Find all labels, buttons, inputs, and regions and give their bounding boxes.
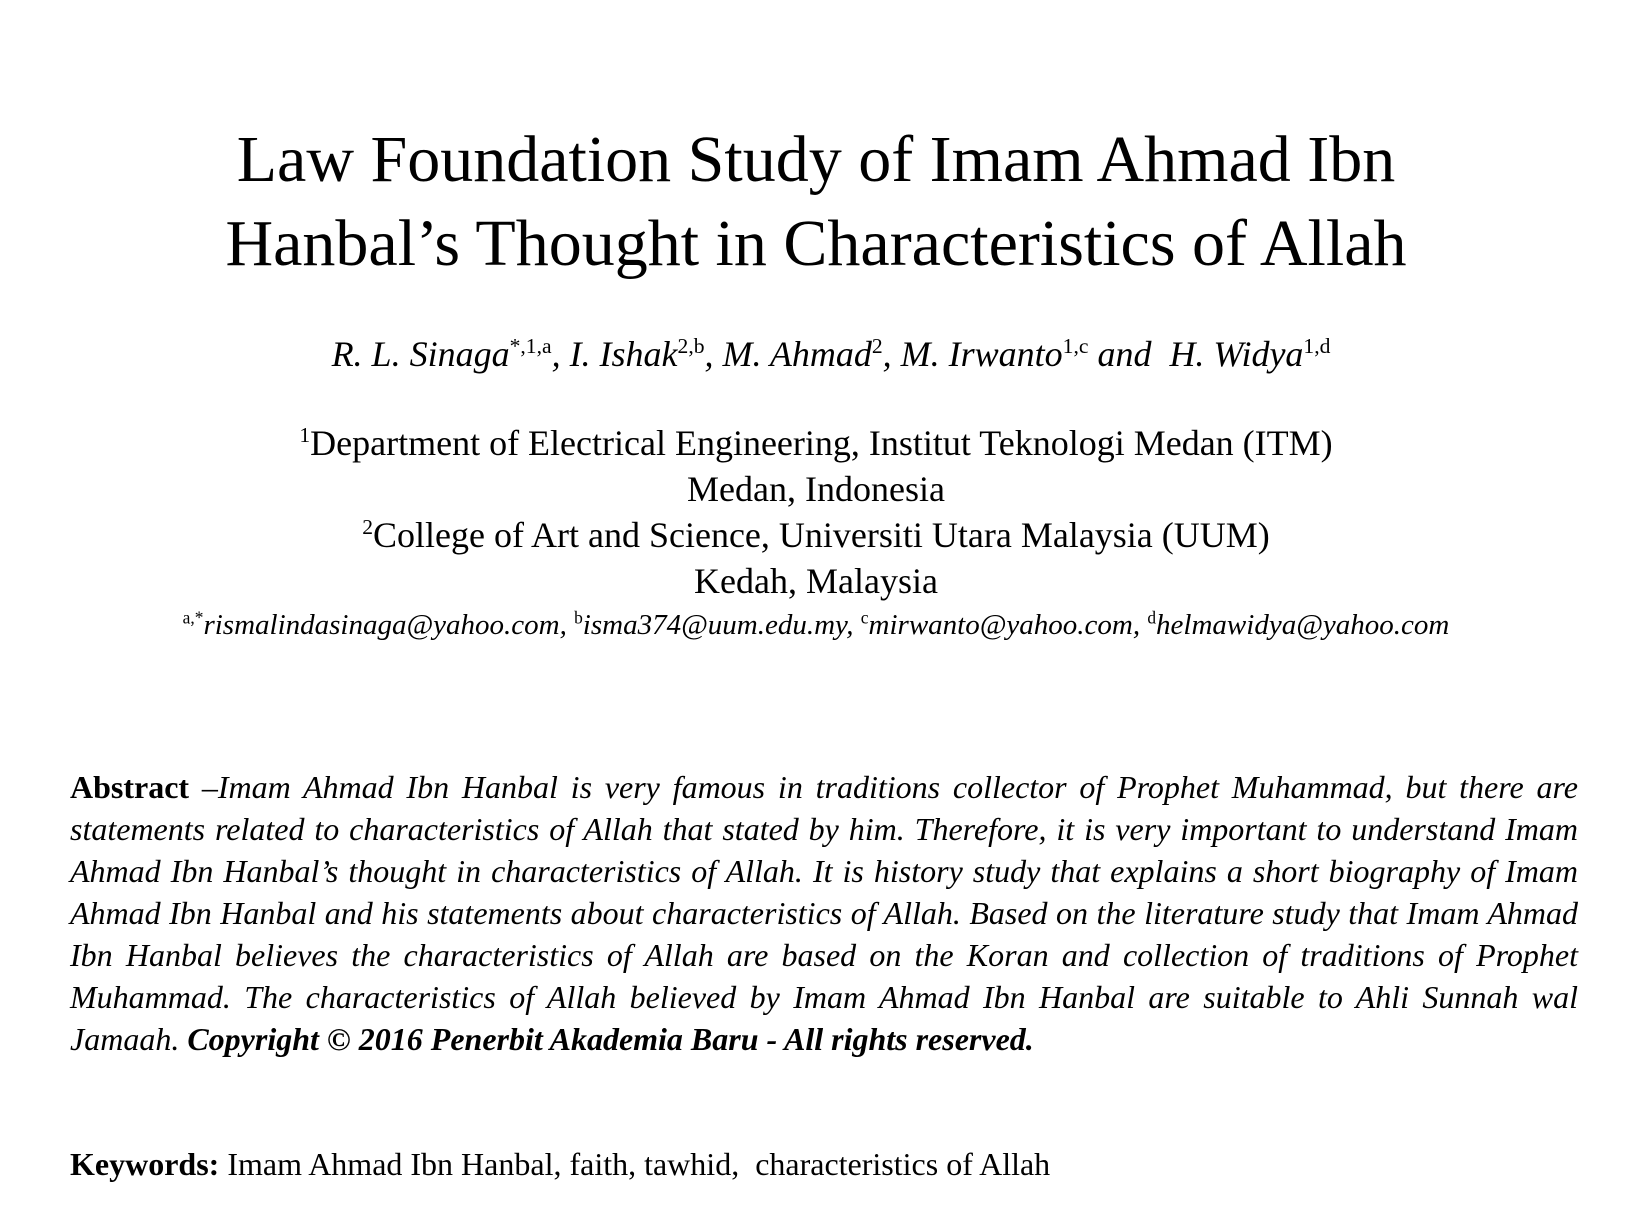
email-marker: c bbox=[860, 607, 869, 628]
affiliation-marker: 1 bbox=[299, 423, 311, 447]
author-name: M. Ahmad bbox=[722, 334, 872, 374]
author-affiliation-marker: 1,d bbox=[1303, 334, 1331, 358]
copyright-notice: Copyright © 2016 Penerbit Akademia Baru - All rights reserved. bbox=[187, 1021, 1034, 1057]
affiliation-1-line-2: Medan, Indonesia bbox=[687, 469, 945, 509]
email-marker: b bbox=[574, 607, 583, 628]
email-marker: a,* bbox=[182, 607, 204, 628]
author-separator: , bbox=[551, 334, 570, 374]
affiliation-2-line-1 bbox=[0, 512, 1632, 558]
author-separator: , bbox=[882, 334, 901, 374]
author-affiliation-marker: *,1,a bbox=[509, 334, 552, 358]
keywords-text: Imam Ahmad Ibn Hanbal, faith, tawhid, characteristics of Allah bbox=[219, 1146, 1051, 1182]
email-separator: , bbox=[846, 609, 861, 641]
affiliation-text: College of Art and Science, Universiti Utara Malaysia (UUM) bbox=[373, 515, 1270, 555]
title-line-2: Hanbal’s Thought in Characteristics of Allah bbox=[225, 207, 1407, 280]
affiliation-2-line-2: Kedah, Malaysia bbox=[694, 561, 938, 601]
email-separator: , bbox=[559, 609, 575, 641]
email-address: rismalindasinaga@yahoo.com bbox=[203, 609, 560, 641]
keywords-label: Keywords: bbox=[70, 1146, 220, 1182]
email-address: isma374@uum.edu.my bbox=[582, 609, 847, 641]
email-separator: , bbox=[1132, 609, 1148, 641]
author-name: I. Ishak bbox=[569, 334, 678, 374]
abstract bbox=[70, 766, 1578, 1060]
email-address: helmawidya@yahoo.com bbox=[1156, 609, 1450, 641]
author-name: M. Irwanto bbox=[900, 334, 1063, 374]
author-name: R. L. Sinaga bbox=[331, 334, 510, 374]
author-affiliation-marker: 2 bbox=[871, 334, 883, 358]
author-separator: and bbox=[1088, 334, 1170, 374]
abstract-label: Abstract bbox=[70, 769, 190, 805]
author-name: H. Widya bbox=[1169, 334, 1304, 374]
author-separator: , bbox=[704, 334, 723, 374]
email-list bbox=[0, 606, 1632, 644]
abstract-body: –Imam Ahmad Ibn Hanbal is very famous in traditions collector of Prophet Muhammad, but there are statements related to characteristics of Allah that stated by him. Therefore, it is very important to understand Imam Ahmad Ibn Hanbal’s thought in characteristics of Allah. It is history study that explains a short biography of Imam Ahmad Ibn Hanbal and his statements about characteristics of Allah. Based on the literature study that Imam Ahmad Ibn Hanbal believes the characteristics of Allah are based on the Koran and collection of traditions of Prophet Muhammad. The characteristics of Allah believed by Imam Ahmad Ibn Hanbal are suitable to Ahli Sunnah wal Jamaah. bbox=[70, 769, 1578, 1057]
keywords bbox=[70, 1144, 1578, 1184]
email-marker: d bbox=[1147, 607, 1157, 628]
affiliation-marker: 2 bbox=[362, 515, 374, 539]
affiliation-1-line-1 bbox=[0, 420, 1632, 466]
affiliation-text: Department of Electrical Engineering, Institut Teknologi Medan (ITM) bbox=[310, 423, 1333, 463]
author-affiliation-marker: 2,b bbox=[677, 334, 705, 358]
paper-title bbox=[0, 118, 1632, 286]
title-line-1: Law Foundation Study of Imam Ahmad Ibn bbox=[236, 123, 1396, 196]
affiliations bbox=[0, 420, 1632, 604]
author-affiliation-marker: 1,c bbox=[1062, 334, 1089, 358]
author-list bbox=[0, 332, 1632, 376]
email-address: mirwanto@yahoo.com bbox=[868, 609, 1133, 641]
